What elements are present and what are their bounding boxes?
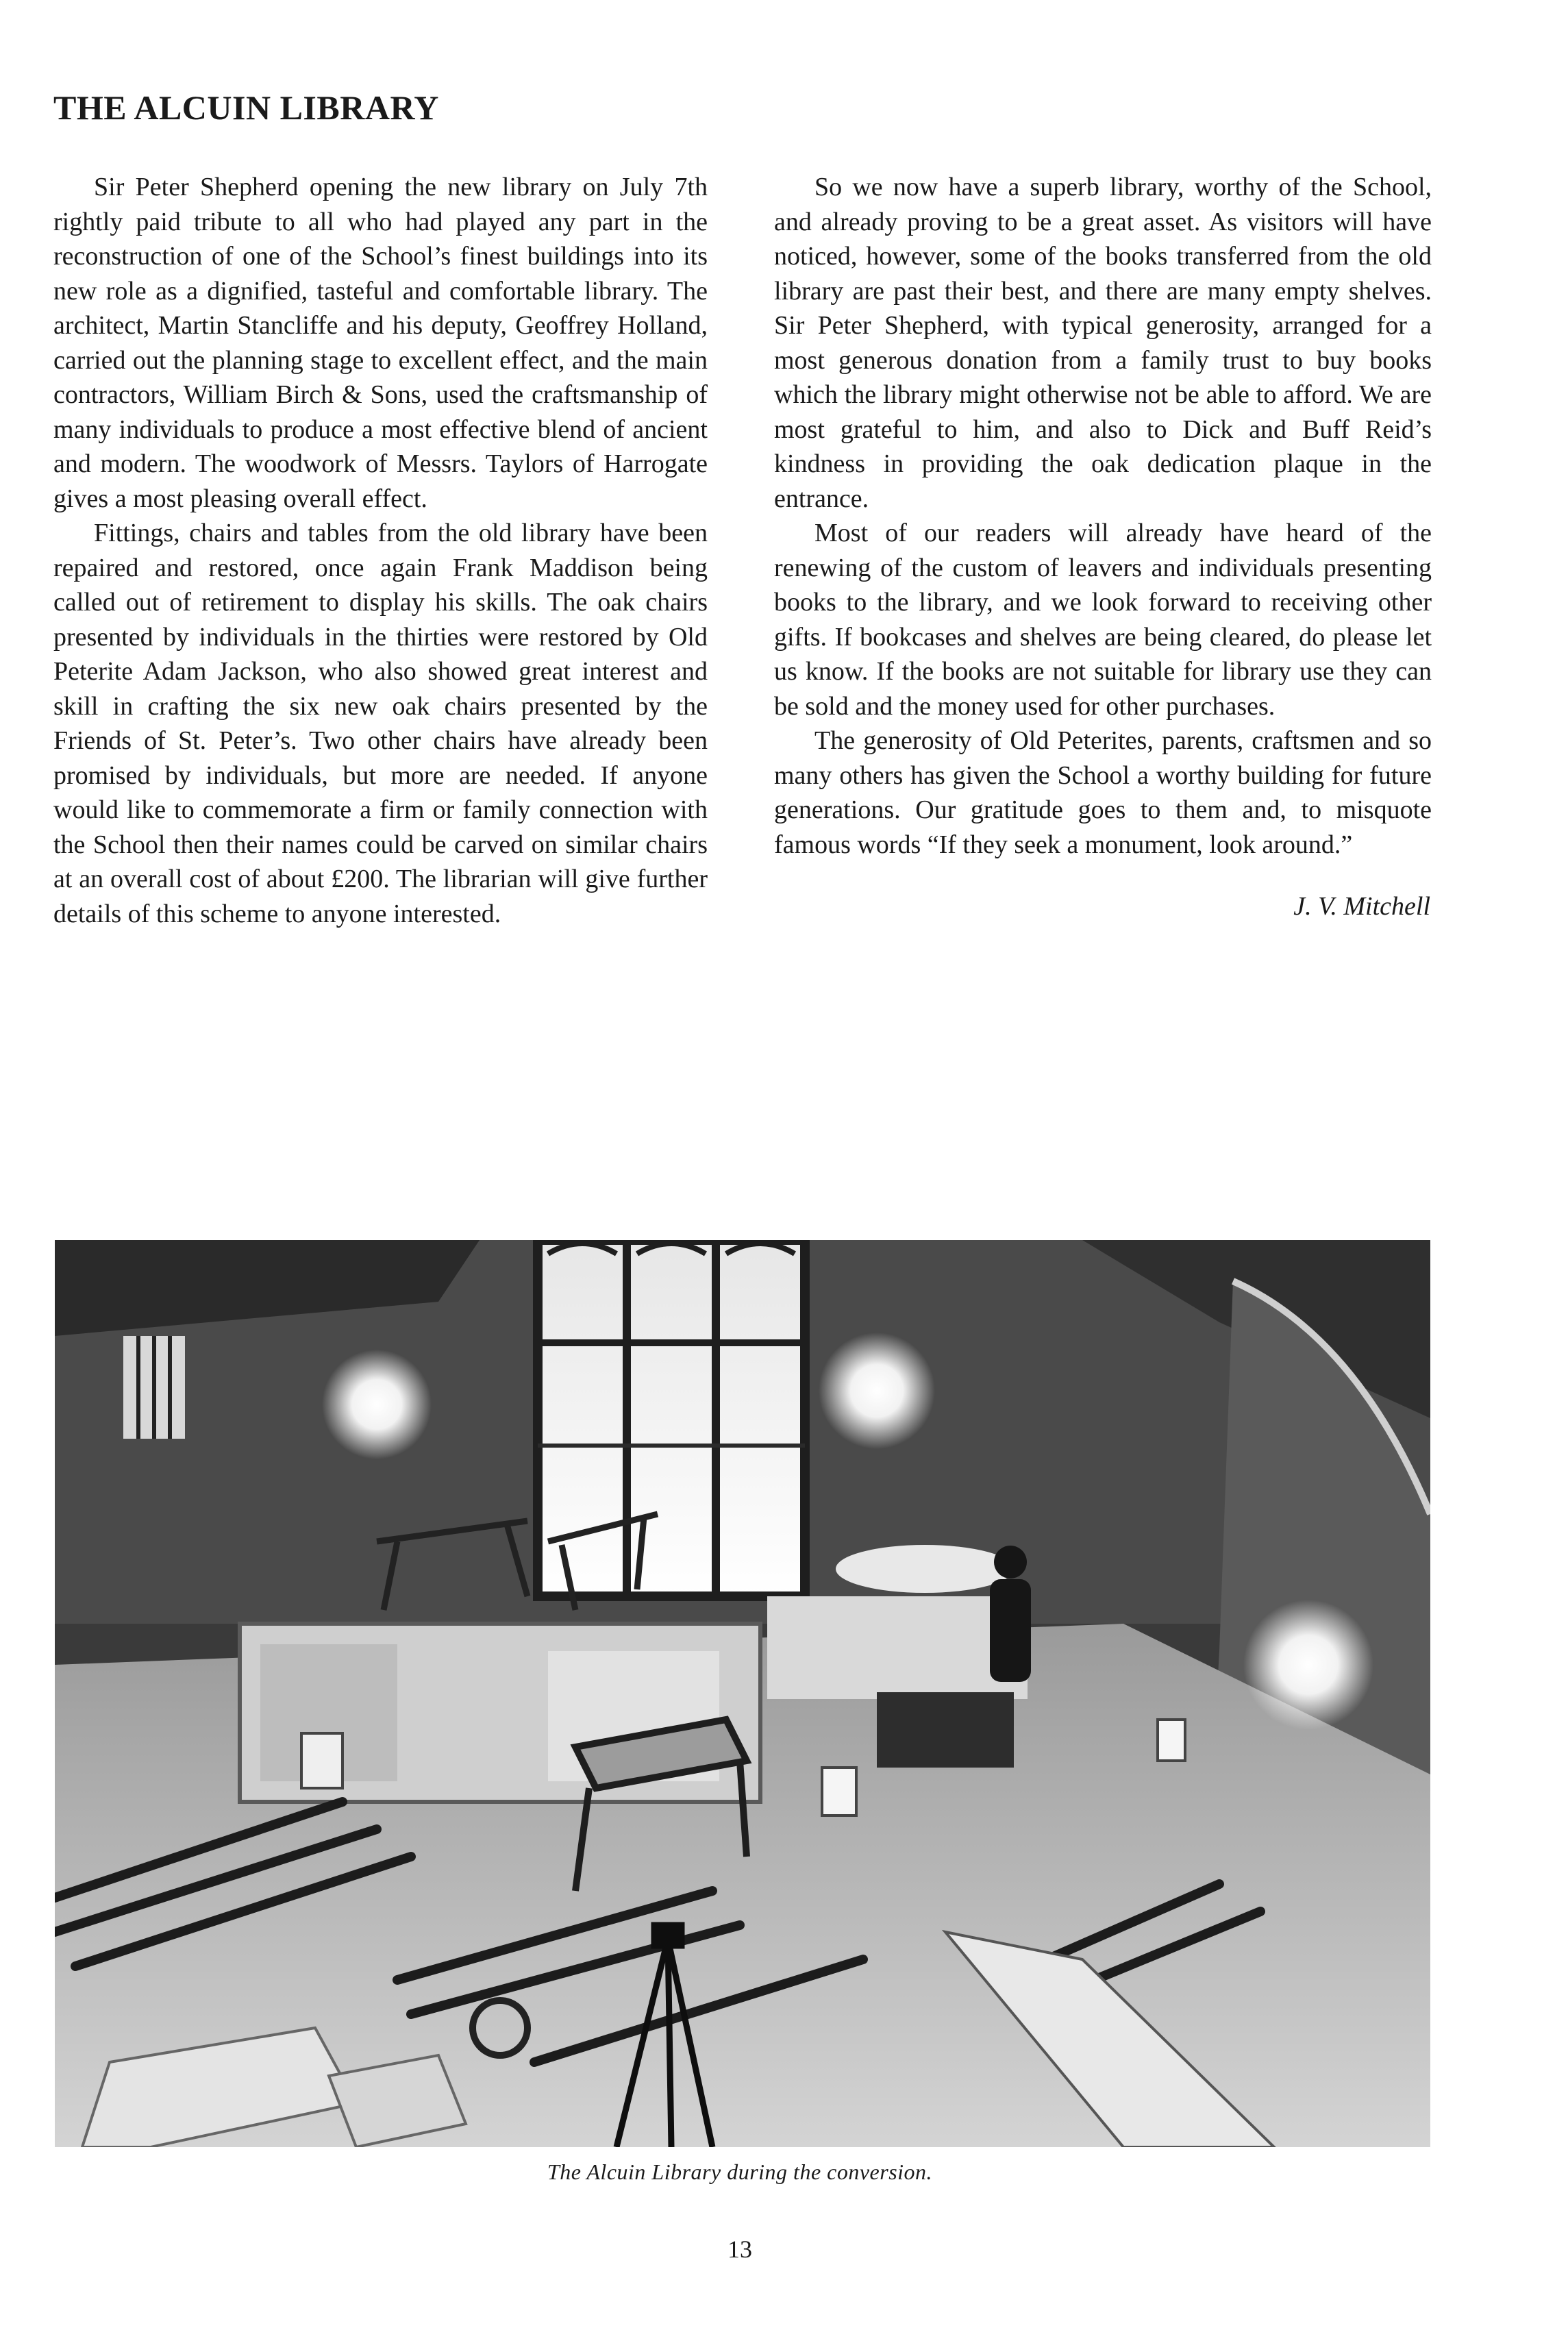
author-signature: J. V. Mitchell: [1293, 892, 1430, 921]
worker: [990, 1546, 1031, 1682]
lamp-left: [322, 1350, 432, 1459]
paragraph: So we now have a superb library, worthy of the School, and already proving to be a great asset. As visitors will have noticed, however, some of the books transferred from the old library are past their best, and there are many empty shelves. Sir Peter Shepherd, with typical generosity, arranged for a most generous donation from a family trust to buy books which the library might otherwise not be able to afford. We are most grateful to him, and also to Dick and Buff Reid’s kindness in providing the oak dedication plaque in the entrance.: [774, 173, 1432, 513]
page-number: 13: [727, 2235, 752, 2263]
article-title: THE ALCUIN LIBRARY: [53, 88, 439, 127]
lamp-center: [819, 1333, 935, 1449]
paragraph: Most of our readers will already have heard of the renewing of the custom of leavers and individuals presenting books to the library, and we look forward to receiving other gifts. If bookcases and shelves are being cleared, do please let us know. If the books are not suitable for library use they can be sold and the money used for other purchases.: [774, 519, 1432, 721]
small-window: [123, 1336, 185, 1439]
lamp-right: [1243, 1600, 1373, 1730]
paragraph: The generosity of Old Peterites, parents, craftsmen and so many others has given the School a worthy building for future generations. Our gratitude goes to them and, to misquote famous words “If they seek a monument, look around.”: [774, 726, 1432, 859]
paragraph: Sir Peter Shepherd opening the new library on July 7th rightly paid tribute to all who had played any part in the reconstruction of one of the School’s finest buildings into its new role as a dignified, tasteful and comfortable library. The architect, Martin Stancliffe and his deputy, Geoffrey Holland, carried out the planning stage to excellent effect, and the main contractors, William Birch & Sons, used the craftsmanship of many individuals to produce a most effective blend of ancient and modern. The woodwork of Messrs. Taylors of Harrogate gives a most pleasing overall effect.: [53, 173, 708, 513]
library-photo: [55, 1240, 1430, 2147]
left-column: [53, 170, 708, 931]
gothic-window: [538, 1240, 805, 1596]
right-column: [774, 170, 1432, 924]
photo-caption: The Alcuin Library during the conversion.: [547, 2159, 933, 2184]
paragraph: Fittings, chairs and tables from the old library have been repaired and restored, once again Frank Maddison being called out of retirement to display his skills. The oak chairs presented by individuals in the thirties were restored by Old Peterite Adam Jackson, who also showed great interest and skill in crafting the six new oak chairs presented by the Friends of St. Peter’s. Two other chairs have already been promised by individuals, but more are needed. If anyone would like to commemorate a firm or family connection with the School then their names could be carved on similar chairs at an overall cost of about £200. The librarian will give further details of this scheme to anyone interested.: [53, 519, 708, 928]
